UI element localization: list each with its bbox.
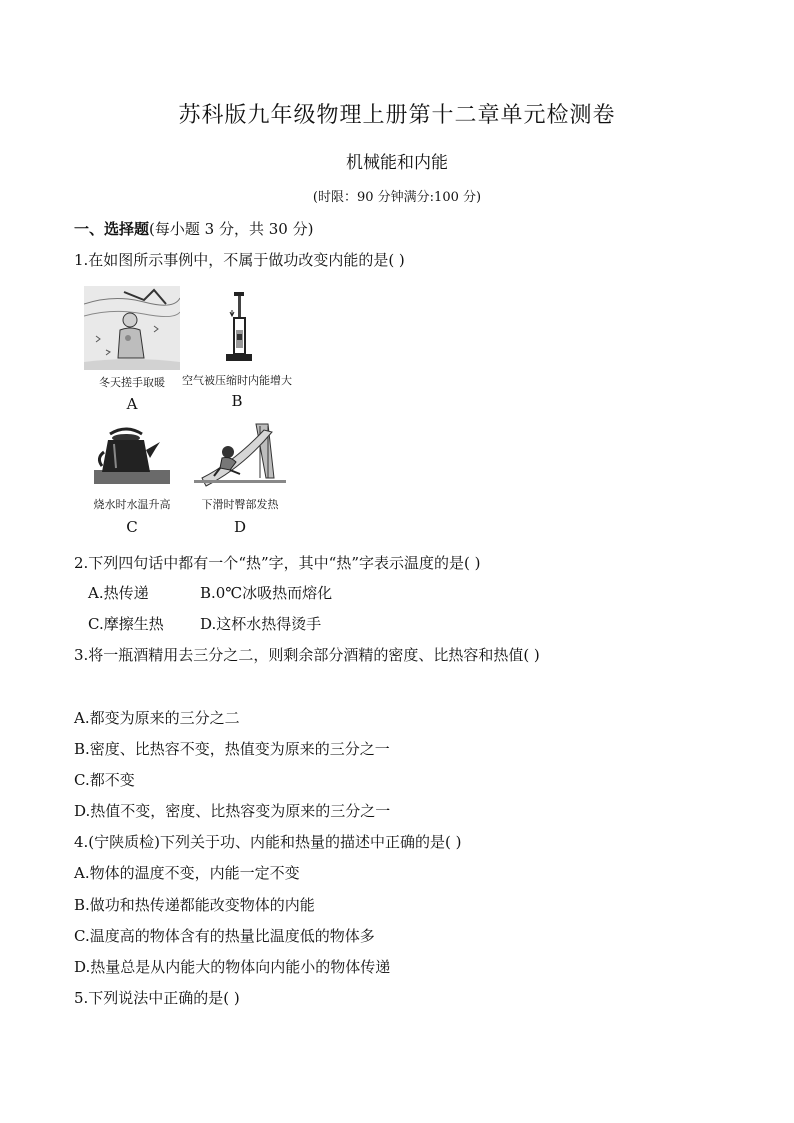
figure-b-caption: 空气被压缩时内能增大 bbox=[182, 374, 292, 387]
question-2-stem: 2.下列四句话中都有一个“热”字，其中“热”字表示温度的是( ) bbox=[74, 554, 481, 572]
section-heading bbox=[74, 218, 313, 239]
figure-c-caption: 烧水时水温升高 bbox=[93, 498, 171, 511]
figure-b bbox=[180, 286, 294, 412]
question-2-option-b: B.0℃冰吸热而熔化 bbox=[200, 584, 333, 602]
question-3-stem: 3.将一瓶酒精用去三分之二，则剩余部分酒精的密度、比热容和热值( ) bbox=[74, 646, 540, 664]
question-4-option-c: C.温度高的物体含有的热量比温度低的物体多 bbox=[74, 927, 375, 945]
exam-subtitle: 机械能和内能 bbox=[346, 153, 448, 173]
person-rubbing-hands-icon bbox=[84, 286, 180, 370]
figure-d-caption: 下滑时臀部发热 bbox=[201, 498, 279, 511]
question-3-option-c: C.都不变 bbox=[74, 771, 135, 789]
figure-a bbox=[84, 286, 180, 416]
figure-a-letter: A bbox=[126, 395, 138, 413]
question-3-option-a: A.都变为原来的三分之二 bbox=[74, 709, 240, 727]
section-title: 一、选择题 bbox=[74, 220, 150, 238]
figure-a-caption: 冬天搓手取暖 bbox=[99, 376, 165, 389]
question-1-stem: 1.在如图所示事例中，不属于做功改变内能的是( ) bbox=[74, 251, 405, 269]
figure-d bbox=[194, 422, 286, 540]
figure-d-letter: D bbox=[233, 518, 247, 536]
question-2-option-d: D.这杯水热得烫手 bbox=[200, 615, 322, 633]
figure-c-letter: C bbox=[126, 518, 138, 536]
kettle-icon bbox=[84, 424, 180, 486]
exam-time-limit: (时限：90 分钟满分:100 分) bbox=[312, 190, 482, 205]
fire-syringe-icon bbox=[180, 286, 294, 370]
section-note: (每小题 3 分，共 30 分) bbox=[149, 220, 314, 238]
question-2-option-a: A.热传递 bbox=[88, 584, 149, 602]
question-3-option-b: B.密度、比热容不变，热值变为原来的三分之一 bbox=[74, 740, 390, 758]
figure-b-letter: B bbox=[231, 392, 243, 410]
question-4-stem: 4.(宁陕质检)下列关于功、内能和热量的描述中正确的是( ) bbox=[74, 833, 462, 851]
question-4-option-d: D.热量总是从内能大的物体向内能小的物体传递 bbox=[74, 958, 391, 976]
question-3-option-d: D.热值不变，密度、比热容变为原来的三分之一 bbox=[74, 802, 391, 820]
figure-c bbox=[84, 424, 180, 540]
child-on-slide-icon bbox=[194, 422, 286, 488]
question-2-option-c: C.摩擦生热 bbox=[88, 615, 164, 633]
exam-title: 苏科版九年级物理上册第十二章单元检测卷 bbox=[178, 103, 616, 128]
question-4-option-b: B.做功和热传递都能改变物体的内能 bbox=[74, 896, 315, 914]
question-4-option-a: A.物体的温度不变，内能一定不变 bbox=[74, 864, 300, 882]
question-5-stem: 5.下列说法中正确的是( ) bbox=[74, 989, 240, 1007]
